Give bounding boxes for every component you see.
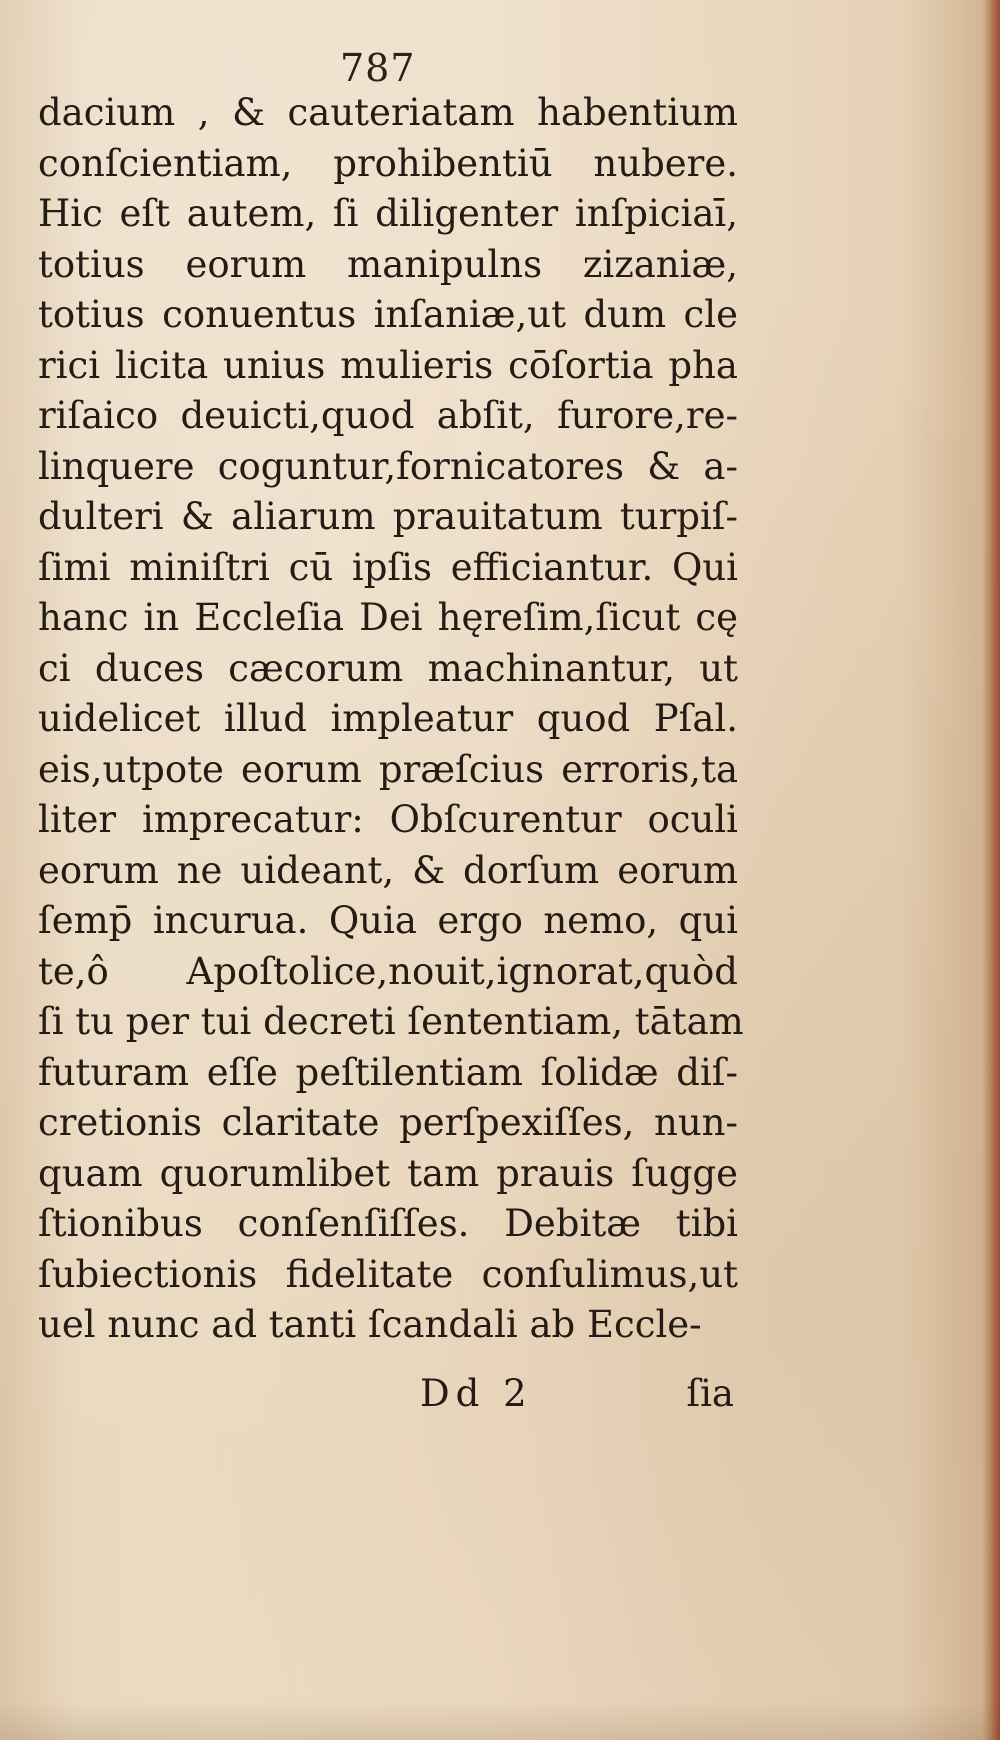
text-line: uel nunc ad tanti ſcandali ab Eccle- (38, 1303, 702, 1346)
text-line: conſcientiam, prohibentiū nubere. (38, 141, 738, 185)
text-line: hanc in Eccleſia Dei hęreſim,ſicut cę (38, 596, 738, 639)
text-line: Hic eſt autem, ſi diligenter inſpiciaī, (38, 192, 738, 235)
text-line: totius eorum manipulns zizaniæ, (38, 242, 738, 286)
text-line: eorum ne uideant, & dorſum eorum (38, 848, 738, 892)
text-line: uidelicet illud impleatur quod Pſal. (38, 697, 738, 740)
page-number: 787 (340, 46, 416, 90)
text-line: linquere coguntur,fornicatores & a- (38, 444, 738, 488)
text-line: eis,utpote eorum præſcius erroris,ta (38, 747, 738, 791)
text-line: ſubiectionis fidelitate conſulimus,ut (38, 1252, 738, 1296)
catchword: ſia (686, 1372, 734, 1415)
body-text (38, 88, 744, 1351)
text-line: ſtionibus conſenſiſſes. Debitæ tibi (38, 1202, 738, 1245)
text-line: cretionis claritate perſpexiſſes, nun- (38, 1101, 738, 1144)
text-line: totius conuentus inſaniæ,ut dum cle (38, 293, 738, 336)
text-line: quam quorumlibet tam prauis ſugge (38, 1151, 738, 1195)
page-footer (420, 1372, 740, 1422)
text-line: liter imprecatur: Obſcurentur oculi (38, 798, 738, 841)
signature-mark: Dd 2 (420, 1372, 533, 1415)
text-line: dulteri & aliarum prauitatum turpiſ- (38, 495, 738, 538)
text-line: ci duces cæcorum machinantur, ut (38, 646, 738, 690)
text-line: ſi tu per tui decreti ſententiam, tātam (38, 1000, 744, 1043)
text-line: te,ô Apoſtolice,nouit,ignorat,quòd (38, 949, 738, 993)
text-line: rici licita unius mulieris cōſortia pha (38, 343, 738, 387)
page-edge-stain (982, 0, 1000, 1740)
text-line: riſaico deuicti,quod abſit, furore,re- (38, 394, 738, 437)
text-line: dacium , & cauteriatam habentium (38, 91, 738, 134)
text-line: futuram eſſe peſtilentiam ſolidæ diſ- (38, 1050, 738, 1094)
text-line: ſemp̄ incurua. Quia ergo nemo, qui (38, 899, 738, 942)
page-shadow (0, 1700, 1000, 1740)
text-line: ſimi miniſtri cū ipſis efficiantur. Qui (38, 545, 738, 589)
